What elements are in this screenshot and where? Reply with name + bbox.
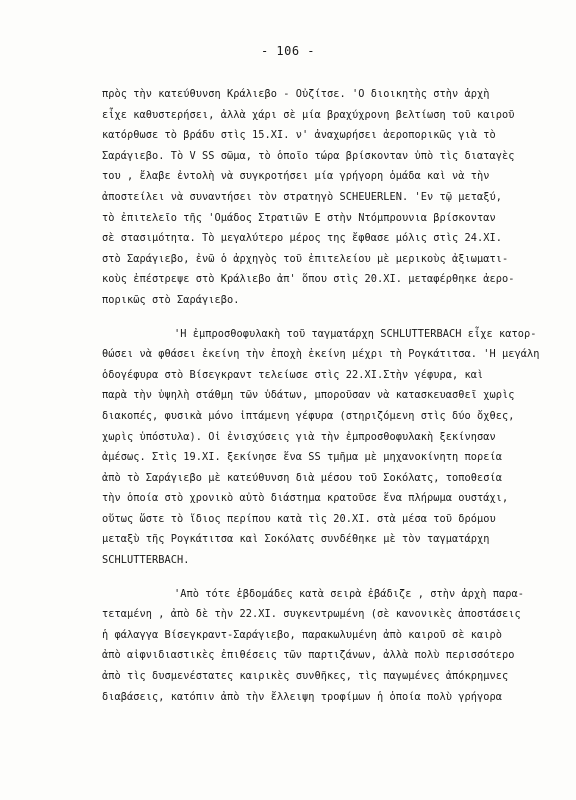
text-line: τεταμένη , ἀπὸ δὲ τὴν 22.XI. συγκεντρωμένη (σὲ κανονικὲς ἀποστάσεις xyxy=(102,608,521,621)
text-line: θώσει νὰ φθάσει ἐκείνη τὴν ἐποχὴ ἐκείνη μέχρι τὴ Ρογκάτιτσα. 'Η μεγάλη xyxy=(102,348,540,361)
text-line: 'Η ἐμπροσθοφυλακὴ τοῦ ταγματάρχη SCHLUTTERBACH εἶχε κατορ- xyxy=(174,327,537,340)
text-line: ἀποστείλει νὰ συναντήσει τὸν στρατηγὸ SCHEUERLEN. 'Εν τῷ μεταξύ, xyxy=(102,190,502,203)
text-line: διαβάσεις, κατόπιν ἀπὸ τὴν ἔλλειψη τροφίμων ἡ ὁποία πολὺ γρήγορα xyxy=(102,690,502,703)
paragraph-1 xyxy=(102,84,568,311)
text-line: ἡ φάλαγγα Βίσεγκραντ-Σαράγιεβο, παρακωλυμένη ἀπὸ καιροῦ σὲ καιρὸ xyxy=(102,628,502,641)
text-line: οὕτως ὥστε τὸ ἴδιος περίπου κατὰ τὶς 20.XI. στὰ μέσα τοῦ δρόμου xyxy=(102,512,496,525)
body-text xyxy=(102,84,568,707)
text-line: Σαράγιεβο. Τὸ V SS σῶμα, τὸ ὁποῖο τώρα βρίσκονταν ὑπὸ τὶς διαταγὲς xyxy=(102,149,515,162)
text-line: ὁδογέφυρα στὸ Βίσεγκραντ τελείωσε στὶς 22.XI.Στὴν γέφυρα, καὶ xyxy=(102,368,484,381)
text-line: κοὺς ἐπέστρεψε στὸ Κράλιεβο ἀπ' ὅπου στὶς 20.XI. μεταφέρθηκε ἀερο- xyxy=(102,273,515,286)
text-line: 'Απὸ τότε ἑβδομάδες κατὰ σειρὰ ἐβάδιζε , στὴν ἀρχὴ παρα- xyxy=(174,587,524,600)
text-line: πρὸς τὴν κατεύθυνση Κράλιεβο - Οὐζίτσε. 'Ο διοικητὴς στὴν ἀρχὴ xyxy=(102,88,490,100)
text-line: τὸ ἐπιτελεῖο τῆς 'Ομάδος Στρατιῶν Ε στὴν Ντόμπρουνια βρίσκονταν xyxy=(102,211,496,224)
text-line: ἀπὸ τὸ Σαράγιεβο μὲ κατεύθυνση διὰ μέσου τοῦ Σοκόλατς, τοποθεσία xyxy=(102,471,502,484)
text-line: ἀπὸ τὶς δυσμενέστατες καιρικὲς συνθῆκες, τὶς παγωμένες ἀπόκρημνες xyxy=(102,670,509,683)
text-line: διακοπές, φυσικὰ μόνο ἱπτάμενη γέφυρα (στηριζόμενη στὶς δύο ὄχθες, xyxy=(102,409,515,422)
text-line: μεταξὺ τῆς Ρογκάτιτσα καὶ Σοκόλατς συνδέθηκε μὲ τὸν ταγματάρχη xyxy=(102,533,490,546)
text-line: τὴν ὁποία στὸ χρονικὸ αὐτὸ διάστημα κρατοῦσε ἕνα πλήρωμα ουστάχι, xyxy=(102,492,509,505)
text-line: κατόρθωσε τὸ βράδυ στὶς 15.XI. ν' ἀναχωρήσει ἀεροπορικῶς γιὰ τὸ xyxy=(102,129,496,142)
text-line: SCHLUTTERBACH. xyxy=(102,554,190,567)
paragraph-2 xyxy=(102,324,568,571)
text-line: παρὰ τὴν ὑψηλὴ στάθμη τῶν ὑδάτων, μποροῦσαν νὰ κατασκευασθεῖ χωρὶς xyxy=(102,389,515,402)
text-line: χωρὶς ὑπόστυλα). Οἱ ἐνισχύσεις γιὰ τὴν ἐμπροσθοφυλακὴ ξεκίνησαν xyxy=(102,430,496,443)
text-line: πορικῶς στὸ Σαράγιεβο. xyxy=(102,293,240,306)
paragraph-3 xyxy=(102,584,568,708)
text-line: στὸ Σαράγιεβο, ἐνῶ ὁ ἀρχηγὸς τοῦ ἐπιτελείου μὲ μερικοὺς ἀξιωματι- xyxy=(102,252,509,265)
text-line: ἀμέσως. Στὶς 19.XI. ξεκίνησε ἕνα SS τμῆμα μὲ μηχανοκίνητη πορεία xyxy=(102,451,502,464)
text-line: ἀπὸ αἰφνιδιαστικὲς ἐπιθέσεις τῶν παρτιζάνων, ἀλλὰ πολὺ περισσότερο xyxy=(102,649,515,662)
text-line: σὲ στασιμότητα. Τὸ μεγαλύτερο μέρος της ἔφθασε μόλις στὶς 24.XI. xyxy=(102,232,502,245)
page-number: - 106 - xyxy=(260,44,316,58)
text-line: του , ἔλαβε ἐντολὴ νὰ συγκροτήσει μία γρήγορη ὁμάδα καὶ νὰ τὴν xyxy=(102,170,490,183)
text-line: εἶχε καθυστερήσει, ἀλλὰ χάρι σὲ μία βραχύχρονη βελτίωση τοῦ καιροῦ xyxy=(102,108,515,121)
